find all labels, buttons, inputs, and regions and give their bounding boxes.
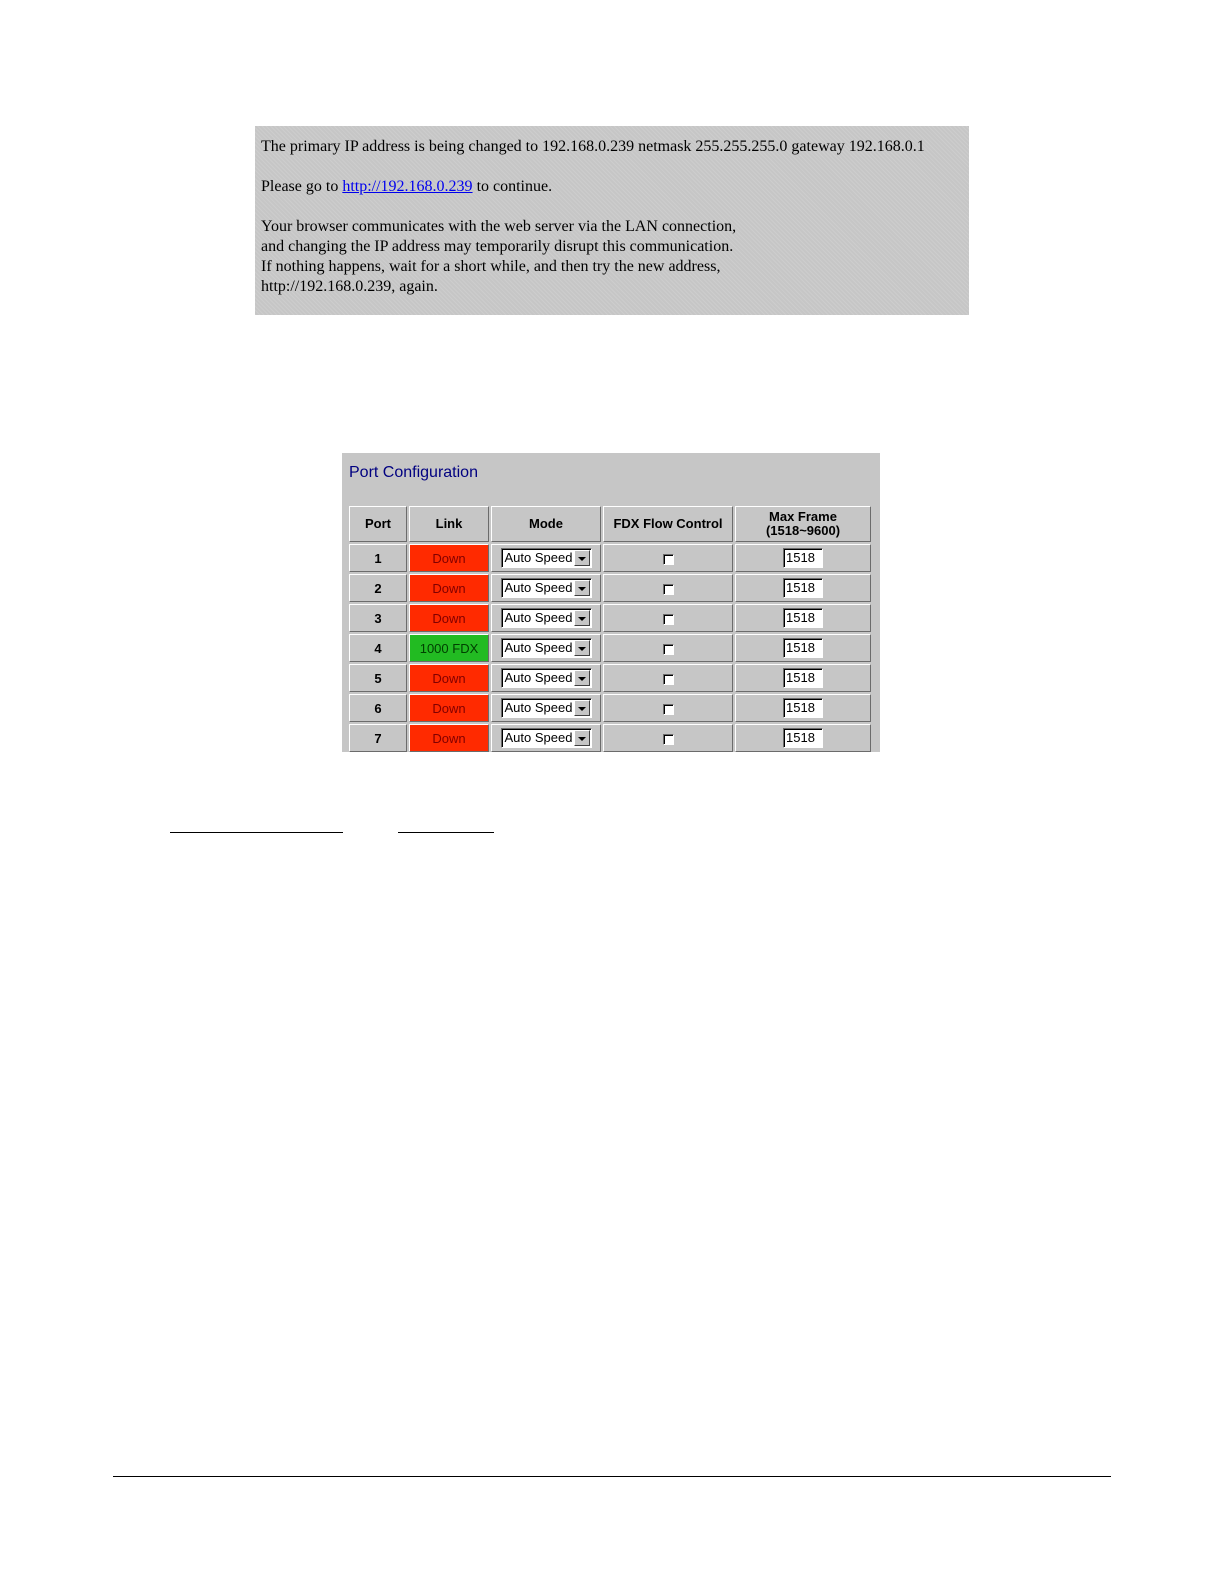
max-frame-input[interactable]: 1518 [783, 608, 823, 628]
fdx-cell [603, 634, 733, 662]
fdx-cell [603, 544, 733, 572]
goto-prefix: Please go to [261, 178, 343, 195]
mode-value: Auto Speed [504, 550, 573, 565]
mode-select[interactable] [501, 548, 592, 568]
fdx-flow-control-checkbox[interactable] [663, 614, 674, 625]
chevron-down-icon[interactable] [574, 730, 590, 746]
mode-value: Auto Speed [504, 640, 573, 655]
table-row [349, 664, 871, 692]
port-number: 7 [349, 724, 407, 752]
port-number: 2 [349, 574, 407, 602]
link-status: Down [409, 574, 489, 602]
mode-select[interactable] [501, 698, 592, 718]
chevron-down-icon[interactable] [574, 700, 590, 716]
max-frame-input[interactable]: 1518 [783, 548, 823, 568]
goto-suffix: to continue. [472, 178, 553, 195]
chevron-down-icon[interactable] [574, 610, 590, 626]
underline-rule-left [170, 832, 343, 833]
mode-cell [491, 544, 601, 572]
footer-rule [113, 1476, 1111, 1477]
new-address-link[interactable]: http://192.168.0.239 [342, 178, 473, 195]
table-row [349, 604, 871, 632]
underline-rule-right [398, 832, 494, 833]
panel-title: Port Configuration [349, 464, 478, 481]
max-frame-cell [735, 574, 871, 602]
chevron-down-icon[interactable] [574, 670, 590, 686]
chevron-down-icon[interactable] [574, 580, 590, 596]
mode-cell [491, 634, 601, 662]
header-fdx-flow-control: FDX Flow Control [603, 506, 733, 542]
port-number: 5 [349, 664, 407, 692]
max-frame-input[interactable]: 1518 [783, 698, 823, 718]
mode-value: Auto Speed [504, 670, 573, 685]
fdx-cell [603, 724, 733, 752]
mode-cell [491, 604, 601, 632]
mode-value: Auto Speed [504, 700, 573, 715]
header-mode: Mode [491, 506, 601, 542]
fdx-cell [603, 604, 733, 632]
mode-select[interactable] [501, 668, 592, 688]
mode-cell [491, 574, 601, 602]
fdx-flow-control-checkbox[interactable] [663, 704, 674, 715]
fdx-flow-control-checkbox[interactable] [663, 644, 674, 655]
table-row [349, 694, 871, 722]
fdx-flow-control-checkbox[interactable] [663, 734, 674, 745]
fdx-cell [603, 664, 733, 692]
table-header-row [349, 506, 871, 542]
link-status: Down [409, 544, 489, 572]
chevron-down-icon[interactable] [574, 640, 590, 656]
max-frame-cell [735, 634, 871, 662]
max-frame-input[interactable]: 1518 [783, 728, 823, 748]
mode-cell [491, 724, 601, 752]
mode-select[interactable] [501, 608, 592, 628]
header-max-frame-label: Max Frame [769, 509, 837, 524]
info-line-3: If nothing happens, wait for a short while, and then try the new address, [261, 258, 721, 275]
info-line-2: and changing the IP address may temporarily disrupt this communication. [261, 238, 734, 255]
link-status: Down [409, 694, 489, 722]
port-number: 4 [349, 634, 407, 662]
port-config-table [347, 504, 873, 752]
port-configuration-panel [342, 453, 880, 752]
table-row [349, 634, 871, 662]
link-status: Down [409, 664, 489, 692]
goto-instruction [261, 177, 969, 197]
mode-value: Auto Speed [504, 610, 573, 625]
header-max-frame [735, 506, 871, 542]
port-number: 3 [349, 604, 407, 632]
max-frame-input[interactable]: 1518 [783, 668, 823, 688]
header-max-frame-range: (1518~9600) [765, 523, 841, 538]
mode-select[interactable] [501, 578, 592, 598]
mode-value: Auto Speed [504, 580, 573, 595]
ip-change-notice [255, 126, 969, 315]
info-line-4: http://192.168.0.239, again. [261, 278, 438, 295]
fdx-cell [603, 574, 733, 602]
link-status: Down [409, 724, 489, 752]
max-frame-cell [735, 664, 871, 692]
fdx-flow-control-checkbox[interactable] [663, 554, 674, 565]
port-number: 1 [349, 544, 407, 572]
max-frame-cell [735, 694, 871, 722]
max-frame-input[interactable]: 1518 [783, 578, 823, 598]
header-port: Port [349, 506, 407, 542]
mode-select[interactable] [501, 638, 592, 658]
table-row [349, 544, 871, 572]
mode-select[interactable] [501, 728, 592, 748]
port-number: 6 [349, 694, 407, 722]
max-frame-input[interactable]: 1518 [783, 638, 823, 658]
mode-value: Auto Speed [504, 730, 573, 745]
mode-cell [491, 664, 601, 692]
fdx-flow-control-checkbox[interactable] [663, 584, 674, 595]
link-status: Down [409, 604, 489, 632]
fdx-flow-control-checkbox[interactable] [663, 674, 674, 685]
link-status: 1000 FDX [409, 634, 489, 662]
info-line-1: Your browser communicates with the web server via the LAN connection, [261, 218, 737, 235]
max-frame-cell [735, 724, 871, 752]
max-frame-cell [735, 604, 871, 632]
table-row [349, 574, 871, 602]
port-rows [349, 544, 871, 752]
mode-cell [491, 694, 601, 722]
fdx-cell [603, 694, 733, 722]
chevron-down-icon[interactable] [574, 550, 590, 566]
ip-change-message: The primary IP address is being changed to 192.168.0.239 netmask 255.255.255.0 gateway 192.168.0.1 [261, 138, 925, 155]
header-link: Link [409, 506, 489, 542]
max-frame-cell [735, 544, 871, 572]
table-row [349, 724, 871, 752]
